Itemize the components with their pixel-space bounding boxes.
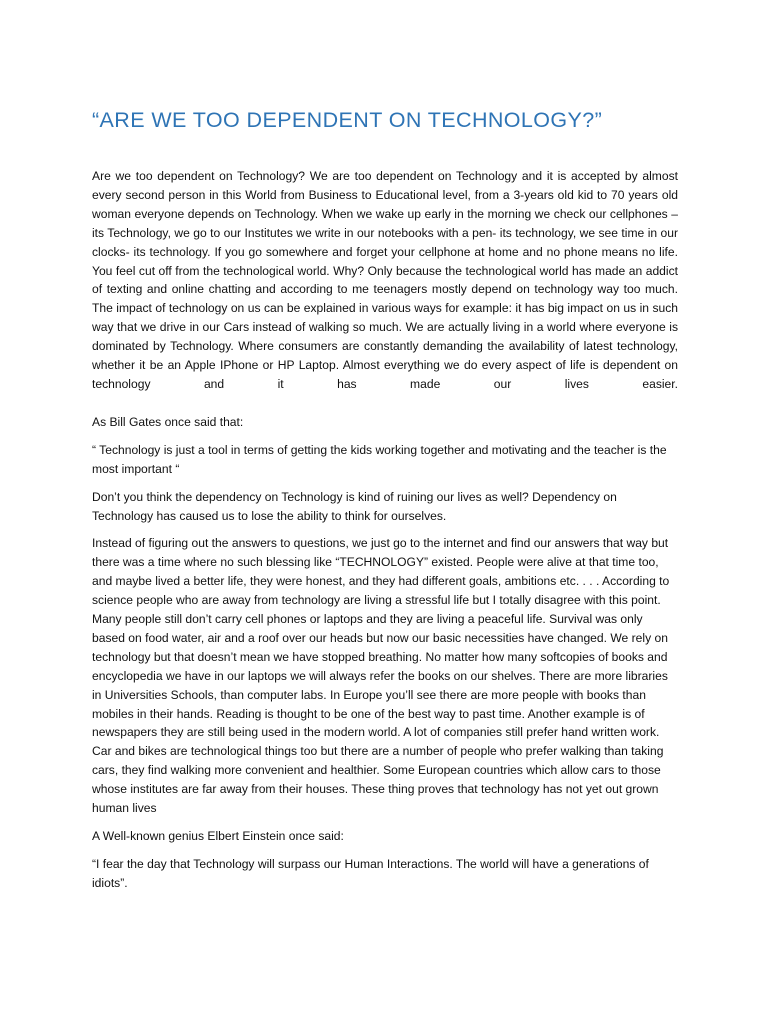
paragraph-einstein-quote: “I fear the day that Technology will surpass our Human Interactions. The world will have a generations of idiots”.	[92, 856, 649, 890]
paragraph-bill-gates-intro: As Bill Gates once said that:	[92, 414, 244, 429]
paragraph-argument: Instead of figuring out the answers to questions, we just go to the internet and find our answers that way but there was a time where no such blessing like “TECHNOLOGY” existed. People were alive at that time too, and maybe lived a better life, they were honest, and they had different goals, ambitions etc. . . . According to science people who are away from technology are living a stressful life but I totally disagree with this point. Many people still don’t carry cell phones or laptops and they are living a peaceful life. Survival was only based on food water, air and a roof over our heads but now our basic necessities have changed. We rely on technology but that doesn’t mean we have stopped breathing. No matter how many softcopies of books and encyclopedia we have in our laptops we will always refer the books on our shelves. There are more libraries in Universities Schools, than computer labs. In Europe you’ll see there are more people with books than mobiles in their hands. Reading is thought to be one of the best way to past time. Another example is of newspapers they are still being used in the modern world. A lot of companies still prefer hand written work. Car and bikes are technological things too but there are a number of people who prefer walking than taking cars, they find walking more convenient and healthier. Some European countries which allow cars to those whose institutes are far away from their houses. These thing proves that technology has not yet out grown human lives	[92, 536, 670, 816]
paragraph-einstein-intro: A Well-known genius Elbert Einstein once said:	[92, 829, 344, 843]
paragraph-bill-gates-quote: “ Technology is just a tool in terms of getting the kids working together and motivating and the teacher is the most important “	[92, 442, 667, 476]
document-title: “ARE WE TOO DEPENDENT ON TECHNOLOGY?”	[92, 108, 603, 132]
paragraph-intro: Are we too dependent on Technology? We are too dependent on Technology and it is accepted by almost every second person in this World from Business to Educational level, from a 3-years old kid to 70 years old woman everyone depends on Technology. When we wake up early in the morning we check our cellphones – its Technology, we go to our Institutes we write in our notebooks with a pen- its technology, we see time in our clocks- its technology. If you go somewhere and forget your cellphone at home and no phone means no life. You feel cut off from the technological world. Why? Only because the technological world has made an addict of texting and online chatting and according to me teenagers mostly depend on technology way too much. The impact of technology on us can be explained in various ways for example: it has big impact on us in such way that we drive in our Cars instead of walking so much. We are actually living in a world where everyone is dominated by Technology. Where consumers are constantly demanding the availability of latest technology, whether it be an Apple IPhone or HP Laptop. Almost everything we do every aspect of life is dependent on technology and it has made our lives easier.	[92, 169, 678, 391]
document-page	[92, 102, 678, 902]
paragraph-dependency-question: Don’t you think the dependency on Technology is kind of ruining our lives as well? Dependency on Technology has caused us to lose the ability to think for ourselves.	[92, 489, 617, 523]
